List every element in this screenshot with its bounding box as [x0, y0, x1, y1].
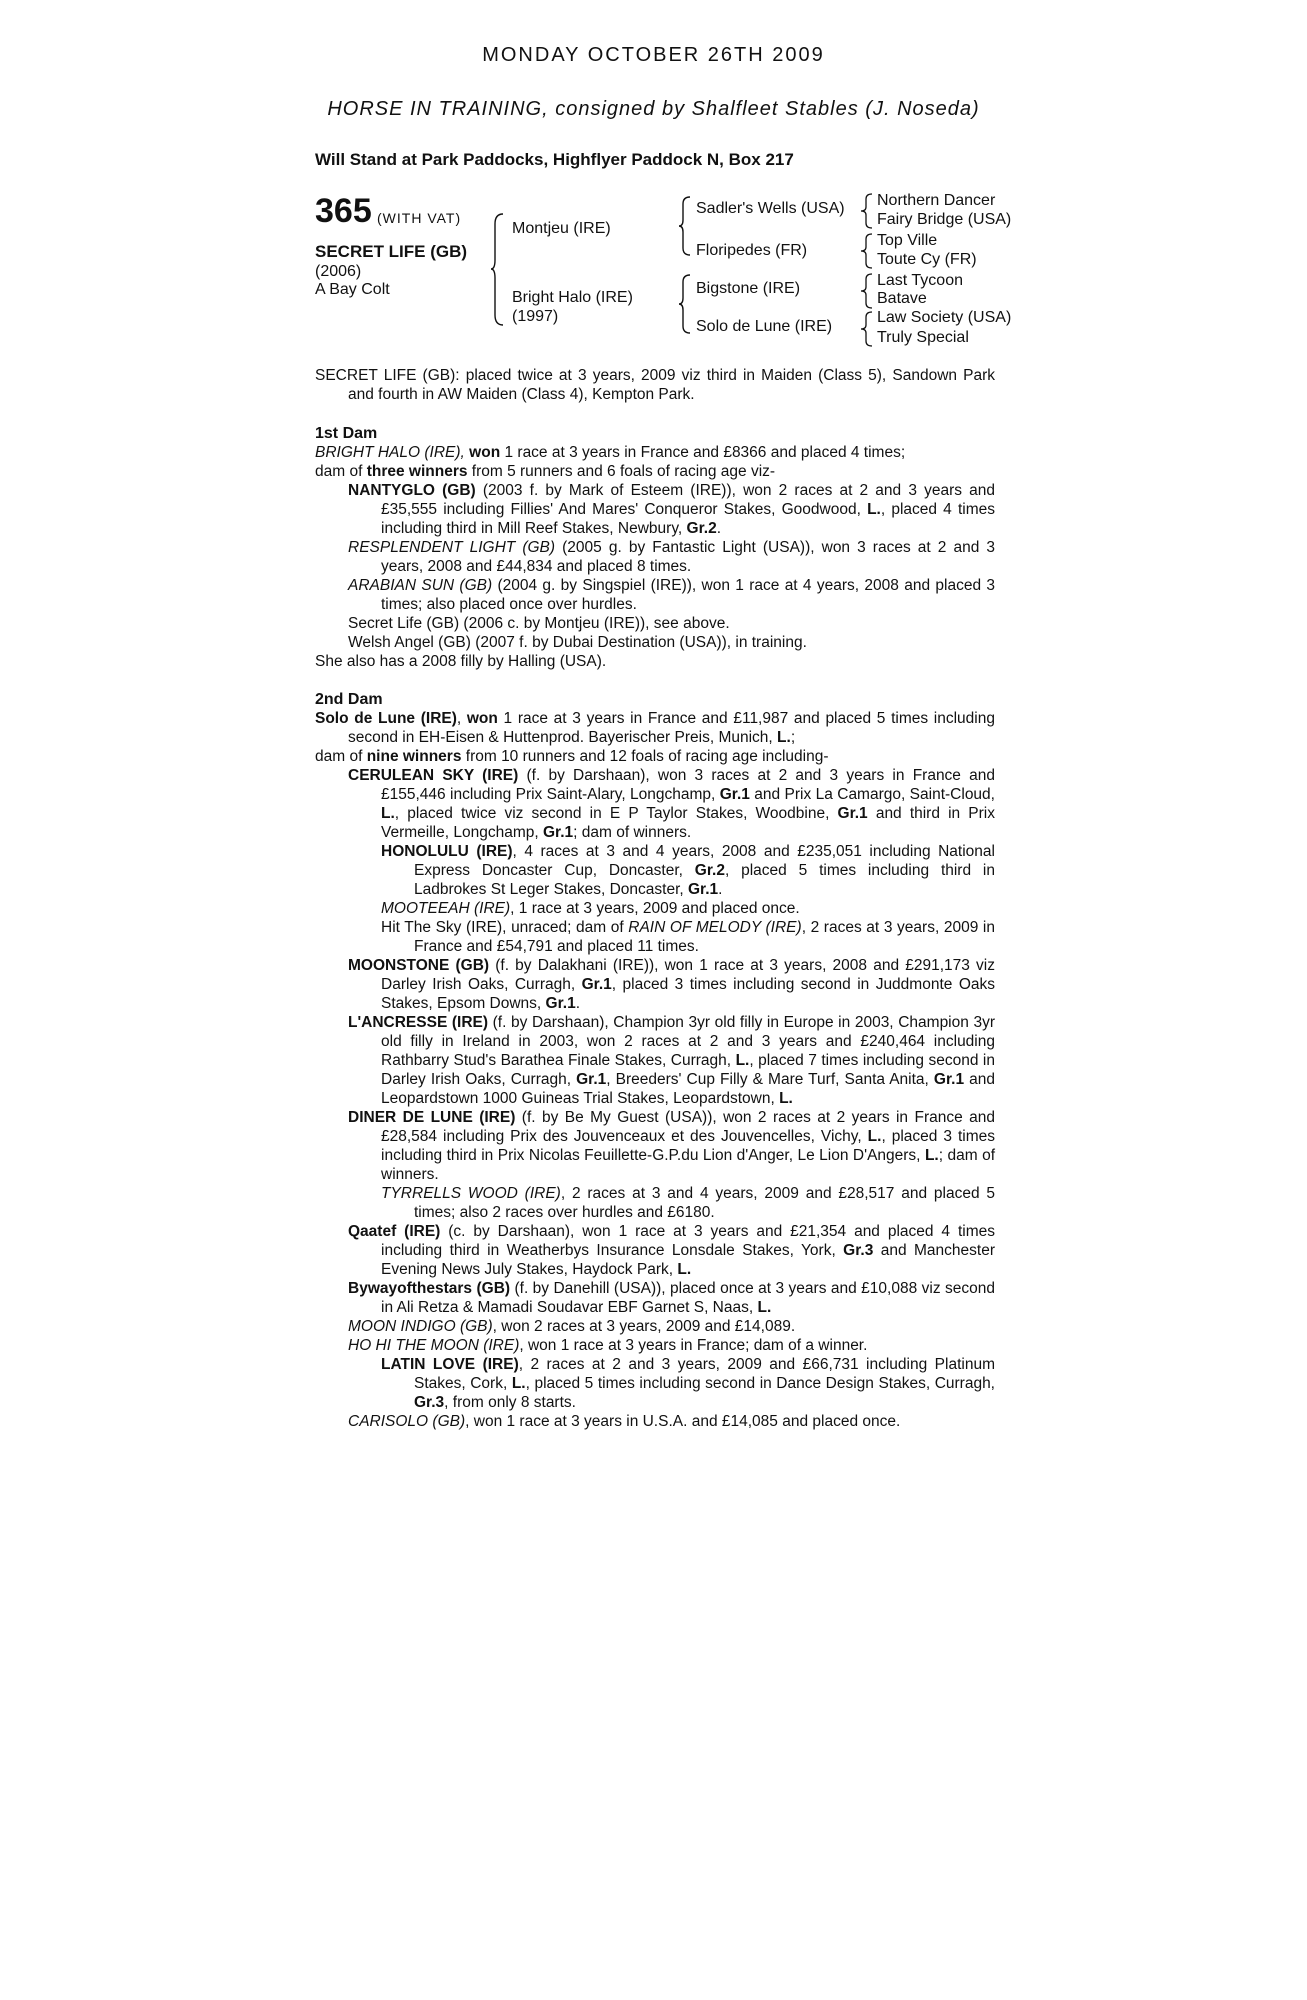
pedigree-dam-dam: Solo de Lune (IRE)	[696, 318, 833, 335]
pedigree-brace-sd	[860, 232, 874, 270]
pedigree-dsd: Batave	[877, 290, 927, 307]
pedigree-sss: Northern Dancer	[877, 192, 996, 209]
second-dam-foal-6: Bywayofthestars (GB) (f. by Danehill (USA)), placed once at 3 years and £10,088 viz second in Ali Retza & Mamadi Soudavar EBF Garnet S, Naas, L.	[348, 1280, 995, 1316]
pedigree-dam: Bright Halo (IRE)	[512, 289, 633, 306]
second-dam-grandfoal-4a: TYRRELLS WOOD (IRE), 2 races at 3 and 4 years, 2009 and £28,517 and placed 5 times; also 2 races over hurdles and £6180.	[381, 1185, 996, 1221]
second-dam-foal-8: HO HI THE MOON (IRE), won 1 race at 3 years in France; dam of a winner.	[348, 1337, 868, 1354]
pedigree-sire: Montjeu (IRE)	[512, 220, 611, 237]
second-dam-foal-9: CARISOLO (GB), won 1 race at 3 years in U.S.A. and £14,085 and placed once.	[348, 1413, 901, 1430]
first-dam-foal-6: She also has a 2008 filly by Halling (USA).	[315, 653, 607, 670]
first-dam-foal-1: NANTYGLO (GB) (2003 f. by Mark of Esteem (IRE)), won 2 races at 2 and 3 years and £35,555 including Fillies' And Mares' Conqueror Stakes, Goodwood, L., placed 4 times including third in Mill Reef Stakes, Newbury, Gr.2.	[348, 482, 995, 537]
second-dam-foal-1: CERULEAN SKY (IRE) (f. by Darshaan), won 3 races at 2 and 3 years in France and £155,446 including Prix Saint-Alary, Longchamp, Gr.1 and Prix La Camargo, Saint-Cloud, L., placed twice viz second in E P Taylor Stakes, Woodbine, Gr.1 and third in Prix Vermeille, Longchamp, Gr.1; dam of winners.	[348, 767, 995, 841]
second-dam-grandfoal-1a: HONOLULU (IRE), 4 races at 3 and 4 years, 2008 and £235,051 including National Express Doncaster Cup, Doncaster, Gr.2, placed 5 times including third in Ladbrokes St Leger Stakes, Doncaster, Gr.1.	[381, 843, 995, 898]
race-record	[315, 366, 995, 404]
pedigree-brace-sire	[678, 195, 692, 257]
second-dam-foal-2: MOONSTONE (GB) (f. by Dalakhani (IRE)), won 1 race at 3 years, 2008 and £291,173 viz Darley Irish Oaks, Curragh, Gr.1, placed 3 times including second in Juddmonte Oaks Stakes, Epsom Downs, Gr.1.	[348, 957, 995, 1012]
second-dam-foal-3: L'ANCRESSE (IRE) (f. by Darshaan), Champion 3yr old filly in Europe in 2003, Champion 3yr old filly in Ireland in 2003, won 2 races at 2 and 3 years and £240,464 including Rathbarry Stud's Barathea Finale Stakes, Curragh, L., placed 7 times including second in Darley Irish Oaks, Curragh, Gr.1, Breeders' Cup Filly & Mare Turf, Santa Anita, Gr.1 and Leopardstown 1000 Guineas Trial Stakes, Leopardstown, L.	[348, 1014, 995, 1107]
pedigree-sds: Top Ville	[877, 232, 938, 249]
first-dam-heading: 1st Dam	[315, 425, 378, 442]
second-dam-section	[315, 690, 995, 1431]
pedigree-dss: Last Tycoon	[877, 272, 963, 289]
second-dam-grandfoal-8a: LATIN LOVE (IRE), 2 races at 2 and 3 years, 2009 and £66,731 including Platinum Stakes, Cork, L., placed 5 times including second in Dance Design Stakes, Curragh, Gr.3, from only 8 starts.	[381, 1356, 995, 1411]
first-dam-section	[315, 424, 995, 671]
first-dam-produce-summary: dam of three winners from 5 runners and 6 foals of racing age viz-	[315, 463, 776, 480]
second-dam-heading: 2nd Dam	[315, 691, 383, 708]
pedigree-sire-sire: Sadler's Wells (USA)	[696, 200, 845, 217]
pedigree-dam-sire: Bigstone (IRE)	[696, 280, 801, 297]
first-dam-foal-4: Secret Life (GB) (2006 c. by Montjeu (IRE)), see above.	[348, 615, 730, 632]
stabling-location: Will Stand at Park Paddocks, Highflyer Paddock N, Box 217	[315, 150, 794, 169]
lot-number: 365	[315, 192, 372, 230]
second-dam-produce-summary: dam of nine winners from 10 runners and 12 foals of racing age including-	[315, 748, 829, 765]
pedigree-dam-year: (1997)	[512, 308, 559, 325]
second-dam-grandfoal-1b: MOOTEEAH (IRE), 1 race at 3 years, 2009 and placed once.	[381, 900, 800, 917]
pedigree-sire-dam: Floripedes (FR)	[696, 242, 808, 259]
second-dam-foal-7: MOON INDIGO (GB), won 2 races at 3 years, 2009 and £14,089.	[348, 1318, 796, 1335]
pedigree-brace-dd	[860, 310, 874, 348]
second-dam-foal-4: DINER DE LUNE (IRE) (f. by Be My Guest (USA)), won 2 races at 2 years in France and £28,584 including Prix des Jouvenceaux et des Jouvencelles, Vichy, L., placed 3 times including third in Prix Nicolas Feuillette-G.P.du Lion d'Anger, Le Lion D'Angers, L.; dam of winners.	[348, 1109, 996, 1183]
sale-date: MONDAY OCTOBER 26TH 2009	[482, 44, 825, 66]
second-dam-line: Solo de Lune (IRE), won 1 race at 3 years in France and £11,987 and placed 5 times including second in EH-Eisen & Huttenprod. Bayerischer Preis, Munich, L.;	[315, 710, 995, 746]
horse-name: SECRET LIFE (GB)	[315, 242, 468, 261]
pedigree-brace-ss	[860, 192, 874, 230]
pedigree-ssd: Fairy Bridge (USA)	[877, 211, 1012, 228]
pedigree-sdd: Toute Cy (FR)	[877, 251, 977, 268]
race-record-text: SECRET LIFE (GB): placed twice at 3 years, 2009 viz third in Maiden (Class 5), Sandown Park and fourth in AW Maiden (Class 4), Kempton Park.	[315, 367, 995, 403]
consignment-line: HORSE IN TRAINING, consigned by Shalfleet Stables (J. Noseda)	[327, 98, 980, 120]
pedigree-ddd: Truly Special	[877, 329, 969, 346]
pedigree-brace-gen1	[490, 212, 506, 327]
first-dam-foal-5: Welsh Angel (GB) (2007 f. by Dubai Destination (USA)), in training.	[348, 634, 807, 651]
first-dam-foal-3: ARABIAN SUN (GB) (2004 g. by Singspiel (IRE)), won 1 race at 4 years, 2008 and placed 3 times; also placed once over hurdles.	[348, 577, 996, 613]
pedigree-dds: Law Society (USA)	[877, 309, 1012, 326]
second-dam-grandfoal-1c: Hit The Sky (IRE), unraced; dam of RAIN OF MELODY (IRE), 2 races at 3 years, 2009 in France and £54,791 and placed 11 times.	[381, 919, 995, 955]
first-dam-foal-2: RESPLENDENT LIGHT (GB) (2005 g. by Fantastic Light (USA)), won 3 races at 2 and 3 years, 2008 and £44,834 and placed 8 times.	[348, 539, 996, 575]
horse-foaling-year: (2006)	[315, 263, 362, 280]
first-dam-line: BRIGHT HALO (IRE), won 1 race at 3 years in France and £8366 and placed 4 times;	[315, 444, 906, 461]
horse-description: A Bay Colt	[315, 281, 390, 298]
vat-note: (WITH VAT)	[377, 210, 462, 226]
pedigree-brace-dam	[678, 273, 692, 335]
pedigree-brace-ds	[860, 272, 874, 310]
second-dam-foal-5: Qaatef (IRE) (c. by Darshaan), won 1 race at 3 years and £21,354 and placed 4 times including third in Weatherbys Insurance Lonsdale Stakes, York, Gr.3 and Manchester Evening News July Stakes, Haydock Park, L.	[348, 1223, 995, 1278]
